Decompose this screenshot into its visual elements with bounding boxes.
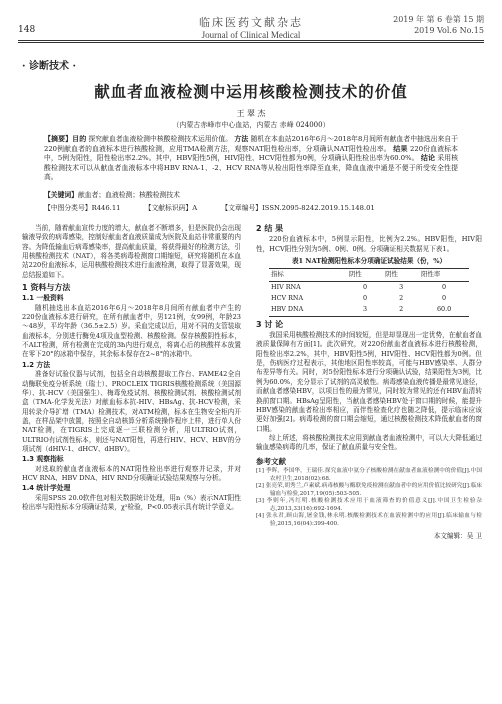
- references-heading: 参考文献: [256, 456, 286, 466]
- clc-number: 【中图分类号】R446.11: [44, 204, 121, 212]
- abstract-label: 【摘要】: [44, 135, 73, 143]
- editor-credit: 本文编辑：吴 卫: [433, 531, 482, 540]
- paragraph: 采用SPSS 20.0软件包对相关数据统计处理，用n（%）表示NAT阳性检出率与阳性标本分项确证结果，χ²检验，P<0.05表示具有统计学意义。: [22, 493, 241, 511]
- paragraph: 综上所述，将核酸检测技术应用到献血者血液检测中，可以大大降低通过输血感染病毒的几率，保证了献血质量与安全性。: [256, 433, 482, 452]
- journal-name-cn: 临床医药文献杂志: [199, 16, 303, 29]
- table-row: [269, 293, 469, 304]
- table-header-cell: 指标: [269, 269, 347, 281]
- article-id: 【文章编号】ISSN.2095-8242.2019.15.148.01: [221, 204, 375, 212]
- conclusion-label: 结论: [420, 154, 436, 163]
- keywords: [44, 191, 458, 201]
- paragraph: 我国采用核酸检测技术的时间较短，但是却显现出一定优势，在献血者血液质量保障有方面[1]。此次研究，对220份献血者血液标本进行核酸检测，阳性检出率2.2%，其中，HBV阳性5例，HIV阳性、HCV阳性都为0例。但是，伤病医疗过程表示，其他地区阳性率较高，可能与HBV感染率、人群分布差异等有关。同时，对5份阳性标本进行分项确认试验，结果阳性为3例，比例为60.0%，充分显示了试剂的高灵敏性。病毒感染血液传播是最常见途径，而献血者感染HBV，以项目性的最为常见，同时较为常见的还有HBV血清转换前窗口期。HBsAg呈阳性，当献血者感染HBV处于窗口期的时候，能提升HBV感染的献血者检出率相应，而伴性检查化疗也随之降低，提示临床应该更好加强[2]。病毒检测的窗口期会缩短，通过核酸检测技术降低献血者的窗口期。: [256, 331, 482, 433]
- table-cell: 0: [442, 294, 447, 303]
- article-title: 献血者血液检测中运用核酸检测技术的价值: [94, 82, 408, 101]
- method-label: 方法: [234, 135, 249, 143]
- table-cell: HCV RNA: [271, 294, 304, 303]
- subsection-heading: 1.3 观察指标: [22, 455, 64, 464]
- section-heading: 2 结 果: [256, 224, 284, 233]
- table-cell: 0: [362, 294, 368, 303]
- subsection-heading: 1.2 方法: [22, 360, 51, 369]
- keywords-label: 【关键词】: [44, 191, 78, 199]
- table-cell: 2: [399, 294, 404, 303]
- paragraph: 220份血液标本中，5例显示阳性，比例为2.2%。HBV阳性，HIV阳性，HCV阳性分别为5例、0例、0例。分项确证相关数据见下表1。: [256, 235, 482, 253]
- intro-paragraph: 当前，随着献血宣传力度的增大，献血者不断增多，但是医院仍会出现输液导致的病毒感染，控制好献血者血液质量成为医院及血站非常重要的内容。为降低输血后病毒感染率，提高献血质量，将获得最好的检测方法，引用核酸检测技术（NAT），将各类病毒检测窗口期缩短，研究将随机在本血站220份血液标本，运用核酸检测技术进行血液检测，取得了显著效果，现总结报道如下。: [22, 224, 241, 279]
- table-cell: 0: [442, 282, 447, 291]
- paragraph: 对选取的献血者血液标本的NAT阳性检出率进行观察并记录，并对HCV RNA、HBV DNA、HIV RND分项确证试验结果观察与分析。: [22, 464, 241, 482]
- right-column: [256, 224, 482, 541]
- issue-cn: 2019 年 第 6 卷第 15 期: [393, 15, 484, 24]
- table-cell: 60.0: [419, 304, 469, 316]
- abstract-result: 220份血液标本中，5例为阳性，阳性检出率2.2%。其中，HBV阳性5例，HIV阳性、HCV阳性都为0例，分项确认阳性检出率为60.0%。: [44, 144, 458, 163]
- reference-item: [4] 张永君,顾山海,屠金钱,林永明.核酸检测技术在血液检测中的应用[J].临床输血与检验,2015,16(04):399-400.: [256, 513, 482, 528]
- subsection-heading: 1.4 统计学处理: [22, 484, 71, 493]
- table-cell: 3: [399, 282, 404, 291]
- table-cell: 2: [383, 304, 419, 316]
- reference-item: [1] 季晖，李国华，王瑞佳.探究血液中氨分子核酸检测在献血者血液检测中的价值[J].中国农村卫生,2018(02):68.: [256, 467, 482, 482]
- table-cell: HIV RNA: [271, 282, 301, 291]
- table-header-row: [269, 269, 469, 281]
- paragraph: 准备好试验仪器与试剂，包括全自动核酸提取工作台、FAME42全自动酶联免疫分析系统（瑞士）、PROCLEIX TIGRIS核酸检测系统（美国源华）、抗-HCV（美国强生）、梅毒免疫试剂、核酸检测试剂、核酸检测试剂盒（TMA-化学发光法）对献血标本抗-HIV、HBsAg、抗-HCV检测，采用转录介导扩增（TMA）检测技术，对ATM检测，标本在生物安全柜内开盖，在样品架中放置，按照全自动核算分析系统操作程序上样，进行单人份NAT检测，在TIGRIS上完成逐一三联检测分析，用ULTRIO试剂，ULTRIO有试剂性标本，则还与NAT阳性，再进行HIV、HCV、HBV的分项试剂（dHIV-1、dHCV、dHBV）。: [22, 370, 241, 453]
- table-cell: 3: [347, 304, 383, 316]
- abstract: [44, 135, 458, 183]
- reference-item: [3] 李则年,冯红明.核酸检测技术应用于血液筛查的价值意义[J].中国卫生检验杂志,2013,33(16):692-1694.: [256, 498, 482, 512]
- paragraph: 随机抽选出本血站2016年6月～2018年8月间所有献血者中产生的220份血液标本进行研究，在所有献血者中，男121例，女99例，年龄23～48岁，平均年龄（36.5±2.5）岁。采血完成以后，用对不同的支管装取血液标本，分别进行酶免4项及血型检测、核酸检测。保存核酸阴性标本，不ALT检测，所有检测在完成的3h内进行观点，将离心后的核酸样本放置在零下20°的冰箱中保存，其余标本保存在2~8°的冰箱中。: [22, 303, 241, 359]
- issue-info: [393, 14, 484, 36]
- table-row: [269, 304, 469, 316]
- header-divider: [18, 40, 484, 41]
- table-cell: HBV DNA: [269, 304, 347, 316]
- journal-name-en: Journal of Clinical Medical: [201, 30, 301, 40]
- author: 王 翠 杰: [236, 109, 266, 118]
- results-table: [269, 268, 469, 316]
- section-heading: 3 讨 论: [256, 319, 284, 329]
- subsection-heading: 1.1 一般资料: [22, 294, 64, 303]
- keywords-text: 献血者；血液检测；核酸检测技术: [77, 191, 180, 199]
- table-header-cell: 阳性率: [419, 269, 469, 281]
- header-divider-thin: [18, 42, 484, 43]
- affiliation: （内蒙古赤峰市中心血站，内蒙古 赤峰 024000）: [172, 121, 330, 129]
- table-title: 表1 NAT检测阳性标本分项确证试验结果（份，%）: [291, 257, 447, 266]
- result-label: 结果: [393, 144, 408, 153]
- section-heading: 1 资料与方法: [22, 283, 71, 293]
- table-header-cell: 阴性: [347, 269, 383, 281]
- issue-en: 2019 Vol.6 No.15: [414, 26, 484, 35]
- article-meta: [44, 202, 458, 212]
- reference-item: [2] 张亮荣,胡秀兰,卢素斌.病毒核酸与酶联免疫检测在献血者中的应用价值比较研究[J].临床输血与检验,2017,19(05):503-505.: [256, 483, 482, 497]
- abstract-method: 随机在本血站2016年6月～2018年8月间所有献血者中抽选出来自于220例献血者的血液标本进行核酸检测，应用TMA检测方法，观察NAT阳性检出率，分项确认NAT阳性检出率。: [44, 135, 459, 153]
- doc-code: 【文献标识码】A: [144, 204, 198, 212]
- column-tag: · 诊断技术 ·: [22, 61, 76, 72]
- table-cell: 0: [362, 282, 368, 291]
- table-row: [269, 281, 469, 293]
- table-header-cell: 阴性: [383, 269, 419, 281]
- left-column: [22, 224, 241, 512]
- abstract-objective: 探究献血者血液检测中核酸检测技术运用价值。: [88, 135, 233, 143]
- page-number: 148: [18, 25, 36, 35]
- objective-label: 目的: [72, 135, 87, 143]
- abstract-conclusion: 采用核酸检测技术可以从献血者血液标本中将HBV RNA-1、-2、HCV RNA等从检出阳性率降至血来，降血血液中通是不便于所受安全性提高。: [44, 154, 458, 182]
